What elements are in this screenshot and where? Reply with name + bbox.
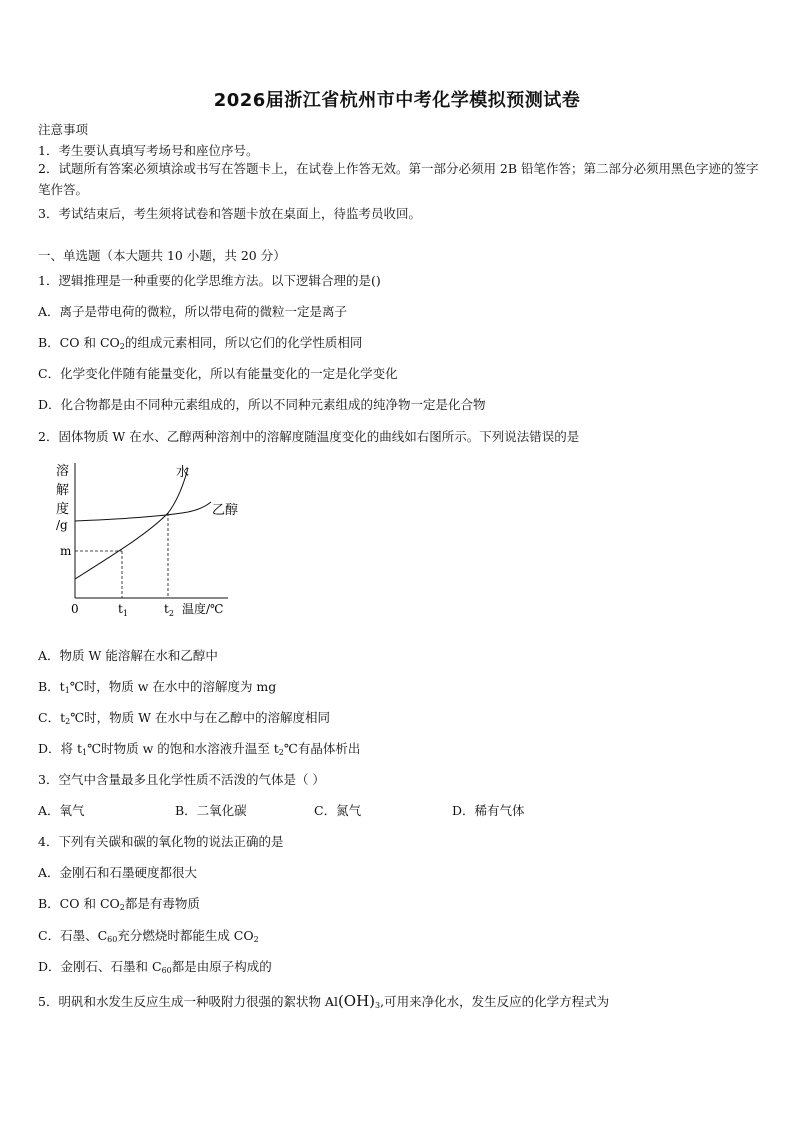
q1-option-c: C．化学变化伴随有能量变化，所以有能量变化的一定是化学变化 [38, 366, 398, 381]
q2-option-b-rest: ℃时，物质 w 在水中的溶解度为 mg [69, 679, 277, 694]
q5-stem [38, 992, 609, 1010]
q1-option-b-rest: 的组成元素相同，所以它们的化学性质相同 [124, 335, 363, 350]
notice-item-3: 3．考试结束后，考生须将试卷和答题卡放在桌面上，待监考员收回。 [38, 206, 421, 221]
section-heading: 一、单选题（本大题共 10 小题，共 20 分） [38, 248, 286, 263]
q2-option-a: A．物质 W 能溶解在水和乙醇中 [38, 648, 218, 663]
q2-option-c-text: C．t [38, 710, 66, 725]
t2-label-main: t [164, 602, 169, 616]
q2-option-b-text: B．t [38, 679, 65, 694]
q4-option-b-sub: 2 [119, 903, 125, 912]
q5-stem-rest: ,可用来净化水，发生反应的化学方程式为 [380, 994, 610, 1009]
q1-option-a: A．离子是带电荷的微粒，所以带电荷的微粒一定是离子 [38, 304, 348, 319]
q2-option-b [38, 677, 276, 695]
q2-option-c-sub: 2 [65, 717, 71, 726]
ethanol-label: 乙醇 [212, 503, 239, 518]
q2-option-d-sub2: 2 [278, 748, 284, 757]
q2-option-d-text: D．将 t [38, 741, 83, 756]
q4-option-c-sub: 60 [107, 935, 118, 944]
exam-title: 2026届浙江省杭州市中考化学模拟预测试卷 [213, 90, 581, 111]
q4-option-b-text: B．CO 和 CO [38, 896, 120, 911]
notice-item-2: 2．试题所有答案必须填涂或书写在答题卡上，在试卷上作答无效。第一部分必须用 2B 铅笔作答；第二部分必须用黑色字迹的签字笔作答。 [38, 161, 759, 197]
q2-option-d-mid: ℃时物质 w 的饱和水溶液升温至 t [87, 741, 279, 756]
q4-option-c-mid: 充分燃烧时都能生成 CO [117, 928, 254, 943]
ylabel-char-1: 溶 [56, 464, 70, 479]
ethanol-curve [75, 502, 211, 521]
q4-option-c-sub2: 2 [253, 935, 259, 944]
ylabel-char-4: /g [56, 518, 68, 532]
ylabel-char-2: 解 [56, 483, 70, 498]
q3-option-a: A．氧气 [38, 803, 85, 818]
q5-stem-text: 5．明矾和水发生反应生成一种吸附力很强的絮状物 Al [38, 994, 338, 1009]
q3-options [38, 801, 758, 819]
water-label: 水 [176, 465, 190, 480]
solubility-graph [48, 458, 258, 623]
t1-label-main: t [118, 602, 123, 616]
q3-stem: 3．空气中含量最多且化学性质不活泼的气体是（ ） [38, 772, 325, 787]
q1-option-b [38, 333, 362, 351]
q4-stem: 4．下列有关碳和碳的氧化物的说法正确的是 [38, 834, 284, 849]
t2-label-sub: 2 [168, 609, 174, 618]
q4-option-d-sub: 60 [161, 966, 172, 975]
notice-heading: 注意事项 [38, 122, 89, 137]
q3-option-c: C．氮气 [314, 803, 362, 818]
q4-option-d-text: D．金刚石、石墨和 C [38, 959, 162, 974]
water-curve [75, 468, 188, 579]
q4-option-a: A．金刚石和石墨硬度都很大 [38, 865, 198, 880]
q4-option-b [38, 894, 200, 912]
q2-option-d-rest: ℃有晶体析出 [283, 741, 361, 756]
q2-option-c [38, 708, 330, 726]
t1-label-sub: 1 [122, 609, 128, 618]
q1-stem: 1．逻辑推理是一种重要的化学思维方法。以下逻辑合理的是() [38, 273, 381, 288]
q5-formula-paren: (OH) [337, 992, 376, 1010]
q2-option-d-sub: 1 [82, 748, 88, 757]
q2-stem: 2．固体物质 W 在水、乙醇两种溶剂中的溶解度随温度变化的曲线如右图所示。下列说法错误的是 [38, 429, 580, 444]
notice-item-1: 1．考生要认真填写考场号和座位序号。 [38, 143, 259, 158]
q1-option-b-sub: 2 [119, 342, 125, 351]
q4-option-b-rest: 都是有毒物质 [124, 896, 200, 911]
ylabel-char-3: 度 [56, 502, 70, 517]
xlabel: 温度/℃ [182, 602, 224, 616]
q2-option-b-sub: 1 [64, 686, 70, 695]
q4-option-d [38, 957, 272, 975]
q2-option-d [38, 739, 360, 757]
q1-option-d: D．化合物都是由不同种元素组成的，所以不同种元素组成的纯净物一定是化合物 [38, 397, 486, 412]
m-label: m [60, 544, 72, 558]
t2-label [164, 602, 174, 618]
q3-option-d: D．稀有气体 [452, 803, 525, 818]
q4-option-c [38, 926, 259, 944]
q4-option-c-text: C．石墨、C [38, 928, 108, 943]
origin-label: 0 [71, 602, 79, 616]
q3-option-b: B．二氧化碳 [175, 803, 247, 818]
q2-option-c-rest: ℃时，物质 W 在水中与在乙醇中的溶解度相同 [70, 710, 330, 725]
q5-formula-sub: 3 [375, 1001, 381, 1010]
q1-option-b-text: B．CO 和 CO [38, 335, 120, 350]
q4-option-d-rest: 都是由原子构成的 [171, 959, 272, 974]
t1-label [118, 602, 128, 618]
